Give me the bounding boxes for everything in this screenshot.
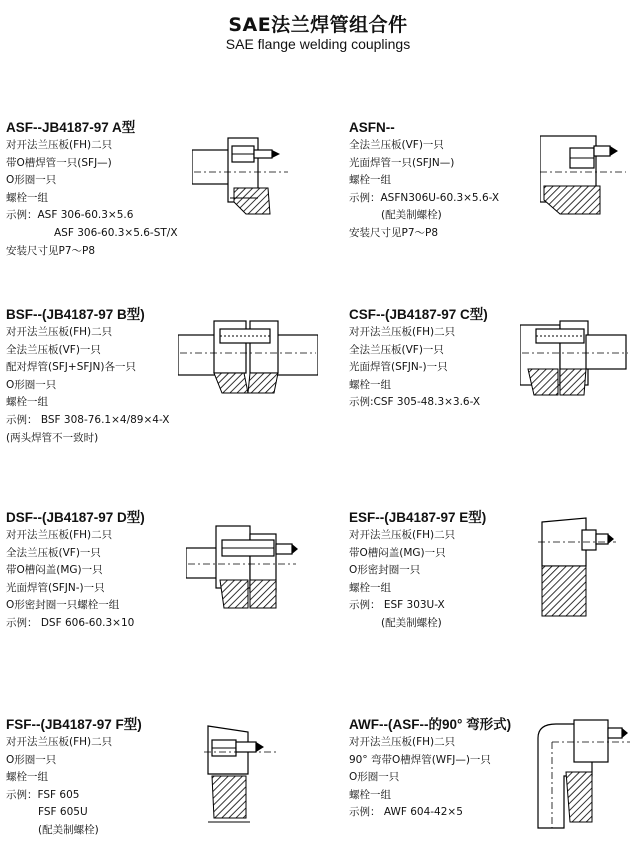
asf-line: O形圈一只 <box>6 174 57 187</box>
dsf-line: O形密封圈一只螺栓一组 <box>6 599 120 612</box>
bsf-line: O形圈一只 <box>6 378 57 391</box>
awf-line: O形圈一只 <box>349 771 400 784</box>
awf-line: 螺栓一组 <box>349 788 391 801</box>
esf-title: ESF--(JB4187-97 E型) <box>349 510 487 525</box>
dsf-drawing <box>186 522 300 612</box>
page-subtitle: SAE flange welding couplings <box>225 36 411 52</box>
bsf-line: 配对焊管(SFJ+SFJN)各一只 <box>6 361 136 374</box>
asfn-line: 示例：ASFN306U-60.3×5.6-X <box>349 191 500 204</box>
csf-drawing <box>520 317 630 399</box>
csf-line: 螺栓一组 <box>349 378 391 391</box>
csf-line: 全法兰压板(VF)一只 <box>349 343 444 356</box>
fsf-line: (配美制螺栓) <box>38 823 99 836</box>
awf-drawing <box>534 718 632 830</box>
asfn-line: 全法兰压板(VF)一只 <box>349 139 444 151</box>
bsf-line: 全法兰压板(VF)一只 <box>6 343 101 356</box>
asf-line: 螺栓一组 <box>6 191 48 204</box>
bsf-title: BSF--(JB4187-97 B型) <box>6 307 145 322</box>
dsf-line: 带O槽闷盖(MG)一只 <box>6 564 103 577</box>
csf-line: 光面焊管(SFJN-)一只 <box>349 361 448 374</box>
bsf-line: 示例： BSF 308-76.1×4/89×4-X <box>6 413 170 426</box>
fsf-line: O形圈一只 <box>6 753 57 766</box>
awf-line: 对开法兰压板(FH)二只 <box>349 736 456 748</box>
fsf-line: 示例：FSF 605 <box>6 788 80 801</box>
page-title: SAE法兰焊管组合件 <box>228 14 408 36</box>
esf-line: O形密封圈一只 <box>349 564 421 577</box>
dsf-title: DSF--(JB4187-97 D型) <box>6 510 145 525</box>
asf-line: 对开法兰压板(FH)二只 <box>6 139 113 151</box>
esf-line: (配美制螺栓) <box>381 616 442 629</box>
asf-drawing <box>192 128 292 220</box>
asfn-line: 螺栓一组 <box>349 174 391 187</box>
asf-line: 带O槽焊管一只(SFJ—) <box>6 156 112 169</box>
asf-title: ASF--JB4187-97 A型 <box>6 120 136 135</box>
awf-line: 90° 弯带O槽焊管(WFJ—)一只 <box>349 753 491 766</box>
esf-line: 螺栓一组 <box>349 581 391 594</box>
esf-drawing <box>538 516 618 620</box>
esf-line: 对开法兰压板(FH)二只 <box>349 529 456 541</box>
asfn-line: 光面焊管一只(SFJN—) <box>349 156 455 169</box>
asf-line: 安装尺寸见P7～P8 <box>6 244 96 257</box>
bsf-line: 螺栓一组 <box>6 396 48 409</box>
awf-title: AWF--(ASF--的90° 弯形式) <box>349 717 512 732</box>
csf-line: 对开法兰压板(FH)二只 <box>349 326 456 338</box>
dsf-line: 示例： DSF 606-60.3×10 <box>6 616 135 629</box>
dsf-line: 光面焊管(SFJN-)一只 <box>6 581 105 594</box>
fsf-title: FSF--(JB4187-97 F型) <box>6 717 142 732</box>
esf-line: 示例： ESF 303U-X <box>349 599 445 612</box>
fsf-line: 对开法兰压板(FH)二只 <box>6 736 113 748</box>
asf-line: ASF 306-60.3×5.6-ST/X <box>54 226 178 239</box>
asfn-line: 安装尺寸见P7～P8 <box>349 226 439 239</box>
awf-line: 示例： AWF 604-42×5 <box>349 806 463 819</box>
dsf-line: 全法兰压板(VF)一只 <box>6 546 101 559</box>
csf-line: 示例:CSF 305-48.3×3.6-X <box>349 396 481 409</box>
dsf-line: 对开法兰压板(FH)二只 <box>6 529 113 541</box>
asfn-drawing <box>540 128 630 220</box>
fsf-line: 螺栓一组 <box>6 771 48 784</box>
bsf-line: 对开法兰压板(FH)二只 <box>6 326 113 338</box>
fsf-line: FSF 605U <box>38 806 88 819</box>
asfn-line: (配美制螺栓) <box>381 209 442 222</box>
bsf-drawing <box>178 317 318 395</box>
bsf-line: (两头焊管不一致时) <box>6 431 99 444</box>
csf-title: CSF--(JB4187-97 C型) <box>349 307 488 322</box>
fsf-drawing <box>204 722 280 828</box>
asfn-title: ASFN-- <box>349 120 395 135</box>
esf-line: 带O槽闷盖(MG)一只 <box>349 546 446 559</box>
asf-line: 示例：ASF 306-60.3×5.6 <box>6 209 134 222</box>
